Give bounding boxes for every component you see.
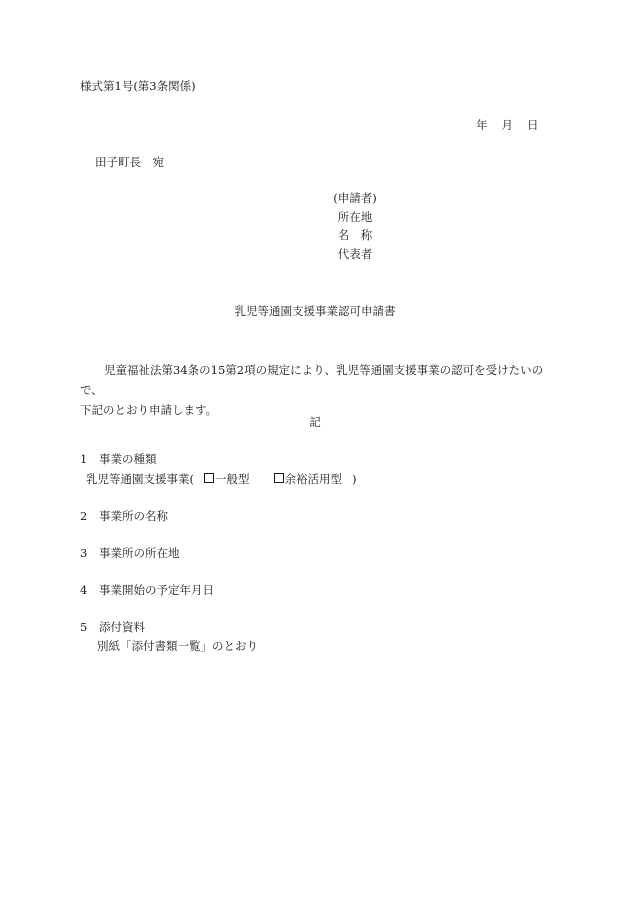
- list-item: [80, 585, 214, 597]
- date-day: 日: [527, 118, 539, 132]
- address-label: 所在地: [337, 209, 373, 224]
- option-general: 一般型: [215, 472, 250, 486]
- item-label: 事業所の所在地: [99, 546, 180, 560]
- body-line-1: 児童福祉法第34条の15第2項の規定により、乳児等通園支援事業の認可を受けたいので、: [80, 363, 544, 398]
- date-month: 月: [501, 118, 513, 132]
- list-item: [80, 622, 145, 634]
- checkbox-surplus-icon[interactable]: [274, 473, 284, 483]
- checkbox-general-icon[interactable]: [204, 473, 214, 483]
- list-item: [80, 511, 168, 523]
- business-type-detail: [86, 473, 357, 486]
- attachment-detail: 別紙「添付書類一覧」のとおり: [97, 639, 258, 653]
- item-number: 1: [80, 452, 88, 466]
- name-label: 名 称: [337, 228, 373, 242]
- applicant-block: [320, 193, 390, 267]
- body-text: [80, 360, 560, 420]
- addressee: 田子町長 宛: [95, 155, 164, 169]
- item-label: 事業開始の予定年月日: [99, 583, 214, 597]
- date-year: 年: [476, 118, 488, 132]
- applicant-heading: (申請者): [333, 191, 377, 205]
- item-number: 5: [80, 620, 88, 634]
- business-type-prefix: 乳児等通園支援事業(: [86, 472, 194, 486]
- form-number: 様式第1号(第3条関係): [80, 79, 196, 93]
- list-item: [80, 454, 157, 466]
- item-number: 4: [80, 583, 88, 597]
- item-number: 3: [80, 546, 88, 560]
- ki-heading: 記: [309, 415, 321, 429]
- item-label: 添付資料: [99, 620, 145, 634]
- business-type-suffix: ): [352, 472, 357, 486]
- option-surplus: 余裕活用型: [284, 472, 342, 486]
- item-label: 事業の種類: [99, 452, 157, 466]
- item-number: 2: [80, 509, 88, 523]
- date-line: [476, 120, 539, 132]
- list-item: [80, 548, 180, 560]
- document-title: 乳児等通園支援事業認可申請書: [234, 304, 396, 318]
- item-label: 事業所の名称: [99, 509, 168, 523]
- body-line-2: 下記のとおり申請します。: [80, 403, 218, 418]
- representative-label: 代表者: [337, 246, 373, 261]
